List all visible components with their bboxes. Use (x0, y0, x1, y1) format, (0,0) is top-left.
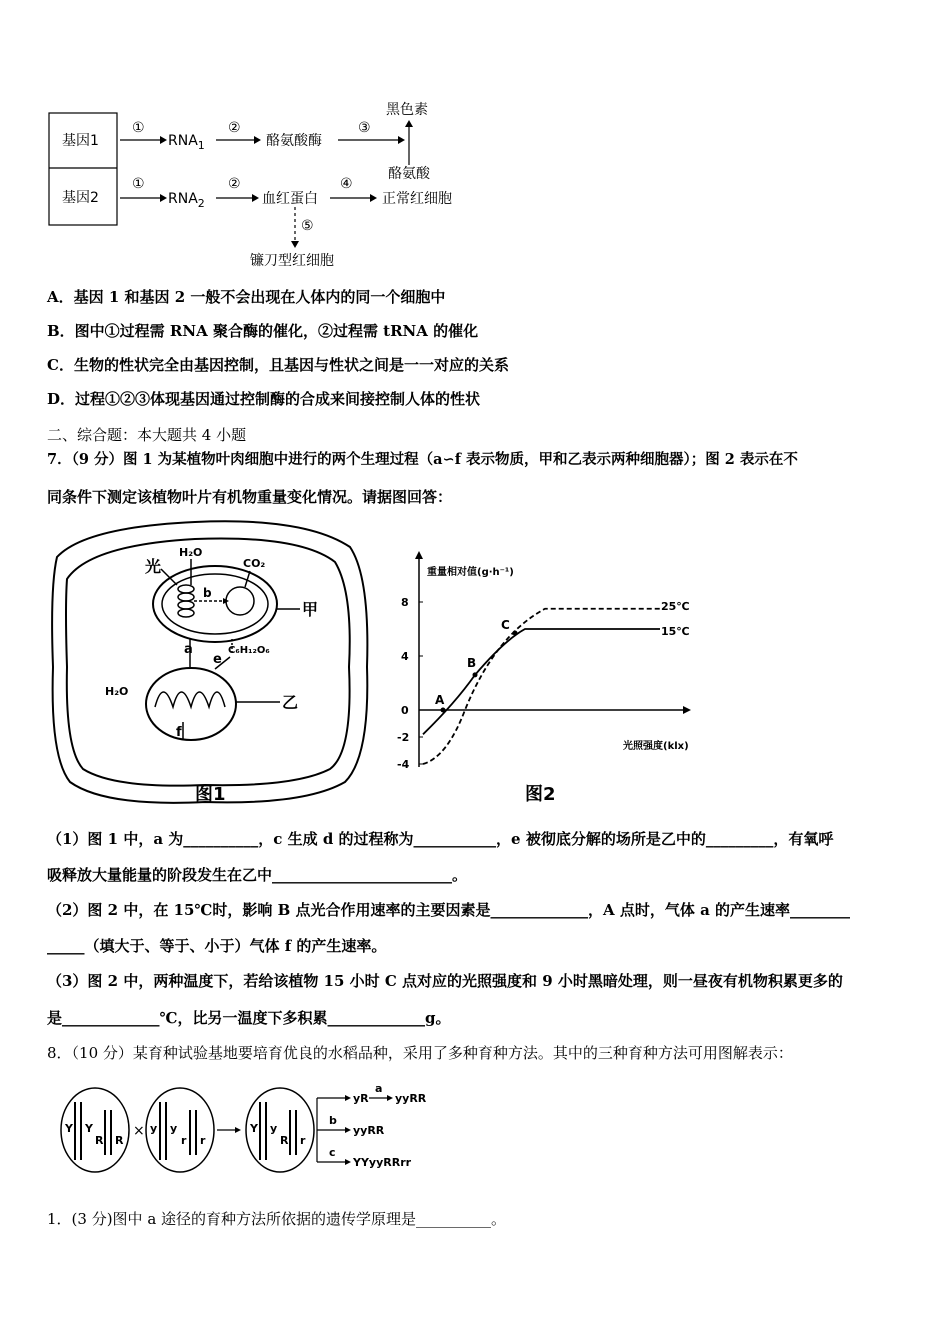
fig2-point_a (441, 708, 446, 713)
gene-R-3: R (280, 1134, 289, 1147)
gene-Y-1: Y (65, 1122, 73, 1135)
gene1-label: 基因1 (62, 133, 99, 149)
q8-stem: 8．（10 分）某育种试验基地要培育优良的水稻品种，采用了多种育种方法。其中的三种育种方法可用图解表示： (47, 1044, 793, 1062)
step4: ④ (340, 176, 353, 192)
path-b: b (329, 1114, 337, 1127)
q7-sub2-line1: （2）图 2 中，在 15℃时，影响 B 点光合作用速率的主要因素是_____________，A 点时，气体 a 的产生速率________ (47, 901, 851, 919)
normal-rbc-label: 正常红细胞 (382, 191, 452, 207)
q7-stem-1: 7．（9 分）图 1 为某植物叶肉细胞中进行的两个生理过程（a∽f 表示物质，甲和乙表示两种细胞器）；图 2 表示在不 (47, 451, 798, 468)
q7-stem-line1 (47, 448, 798, 469)
step3: ③ (358, 120, 371, 136)
sickle-rbc-label: 镰刀型红细胞 (250, 253, 334, 269)
fig1-c6h12o6: C₆H₁₂O₆ (228, 645, 270, 656)
fig2-ylabel: 重量相对值(g·h⁻¹) (427, 567, 514, 578)
fig2-xlabel: 光照强度(klx) (623, 741, 689, 752)
fig2-ytick-8: 8 (401, 596, 409, 609)
step2-row2: ② (228, 176, 241, 192)
q7-stem-line2: 同条件下测定该植物叶片有机物重量变化情况。请据图回答： (47, 488, 453, 506)
fig2-label-25: 25℃ (661, 600, 690, 613)
fig1-f: f (176, 725, 182, 740)
step1-row1: ① (132, 120, 145, 136)
gene-Y-2: Y (85, 1122, 93, 1135)
fig1-co2: CO₂ (243, 557, 266, 570)
gene-R-1: R (95, 1134, 104, 1147)
out-c: YYyyRRrr (353, 1156, 412, 1169)
fig2-ytick-4: 4 (401, 650, 409, 663)
fig1-yi: 乙 (282, 693, 299, 712)
gene-y-1: y (150, 1122, 158, 1135)
option-d: D．过程①②③体现基因通过控制酶的合成来间接控制人体的性状 (47, 390, 481, 408)
melanin-label: 黑色素 (386, 102, 428, 118)
q7-sub1-line1: （1）图 1 中，a 为__________，c 生成 d 的过程称为___________，e 被彻底分解的场所是乙中的_________，有氧呼 (47, 830, 834, 848)
breeding-diagram (55, 1080, 435, 1180)
fig1-jia: 甲 (302, 600, 319, 619)
fig1-e: e (213, 652, 222, 667)
rna1-label: $RNA_1$ (168, 133, 205, 152)
gene-R-2: R (115, 1134, 124, 1147)
rna2-label: $RNA_2$ (168, 191, 205, 210)
step1-row2: ① (132, 176, 145, 192)
out-b: yyRR (353, 1124, 385, 1137)
fig1-caption: 图1 (195, 784, 226, 805)
out-a-from: yR (353, 1092, 369, 1105)
fig1-b: b (203, 586, 212, 600)
hemoglobin-label: 血红蛋白 (262, 191, 318, 207)
fig1-a: a (184, 642, 193, 657)
fig2-ytick--4: -4 (397, 758, 410, 771)
tyrosine-label: 酪氨酸 (388, 166, 430, 182)
fig2-ytick--2: -2 (397, 731, 410, 744)
gene-y-2: y (170, 1122, 178, 1135)
fig2-ytick-0: 0 (401, 704, 409, 717)
path-c: c (329, 1146, 336, 1159)
gene-expression-diagram (40, 95, 480, 275)
option-b: B．图中①过程需 RNA 聚合酶的催化，②过程需 tRNA 的催化 (47, 322, 479, 340)
fig1-h2o-top: H₂O (179, 546, 203, 559)
q7-sub2-line2: _____（填大于、等于、小于）气体 f 的产生速率。 (47, 937, 387, 955)
figure-2-chart (385, 517, 705, 807)
fig2-point_a-label: A (435, 693, 445, 707)
fig2-point_b-label: B (467, 655, 477, 670)
gene-r-3: r (300, 1134, 306, 1147)
gene-y-3: y (270, 1122, 278, 1135)
fig2-point_c-label: C (501, 618, 510, 633)
section-heading: 二、综合题：本大题共 4 小题 (47, 426, 247, 444)
gene2-label: 基因2 (62, 190, 99, 206)
q8-sub1: 1．(3 分)图中 a 途径的育种方法所依据的遗传学原理是__________。 (47, 1210, 507, 1228)
step5: ⑤ (301, 218, 314, 234)
step2-row1: ② (228, 120, 241, 136)
fig2-curve-15c (423, 629, 660, 734)
fig2-caption: 图2 (525, 784, 556, 805)
option-a: A．基因 1 和基因 2 一般不会出现在人体内的同一个细胞中 (47, 288, 446, 306)
q7-sub3-line2: 是_____________℃，比另一温度下多积累_____________g。 (47, 1009, 451, 1027)
gene-Y-3: Y (250, 1122, 258, 1135)
option-c: C．生物的性状完全由基因控制，且基因与性状之间是一一对应的关系 (47, 356, 509, 374)
q7-sub3-line1: （3）图 2 中，两种温度下，若给该植物 15 小时 C 点对应的光照强度和 9 小时黑暗处理，则一昼夜有机物积累更多的 (47, 972, 843, 990)
tyrosinase-label: 酪氨酸酶 (266, 133, 322, 149)
cross-symbol: × (133, 1123, 145, 1139)
fig2-point_c (513, 631, 518, 636)
gene-r-1: r (181, 1134, 187, 1147)
out-a: yyRR (395, 1092, 427, 1105)
fig2-label-15: 15℃ (661, 625, 690, 638)
path-a: a (375, 1082, 383, 1095)
fig1-light: 光 (145, 557, 162, 576)
figure-1-cell (45, 517, 375, 807)
gene-r-2: r (200, 1134, 206, 1147)
fig2-point_b (473, 672, 478, 677)
fig1-h2o-left: H₂O (105, 685, 129, 698)
q7-sub1-line2: 吸释放大量能量的阶段发生在乙中________________________。 (47, 866, 468, 884)
